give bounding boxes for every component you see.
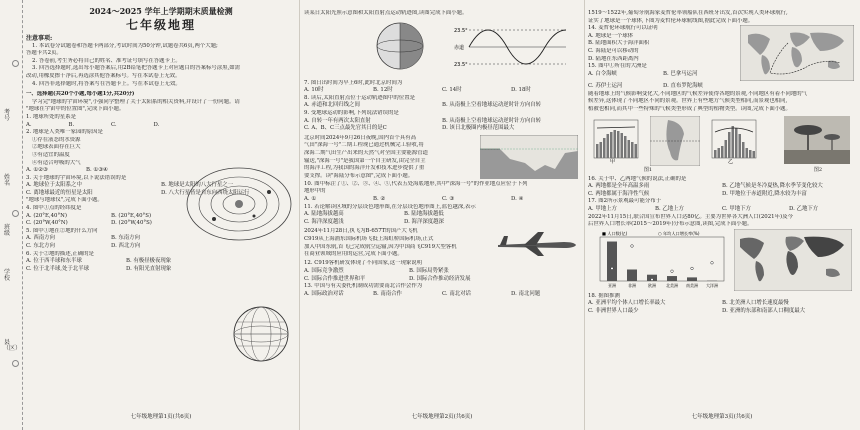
figures-row [304,18,580,80]
category-tick-label: 北美洲 [666,282,678,288]
notes-header: 注意事项: [26,35,53,42]
solar-path-figure [454,22,569,72]
figure-caption: 图2 [813,166,823,173]
q14-block [588,25,856,83]
solar-system-figure [184,164,294,244]
option-a[interactable]: A. 两地都是全年高温多雨 [588,183,650,190]
chart-label-b: 乙 [728,158,734,164]
description-line: 随着地球上的气候影响变化大,不同地区的气候差异使得各地的景观,不同地区有着不同地的气 [588,90,808,97]
option-c[interactable]: C. 甲地下方 [722,205,751,212]
page-divider [584,0,585,430]
news-line: 2024年11月28日,执飞为B-657T的国产大飞机 [304,228,418,235]
growth-rate-point [711,261,714,264]
margin-label-name: 姓名 [3,174,10,187]
news-line: 加入中国东航,首飞已完成航空运输,因为中国商飞C919大型客机 [304,243,457,250]
note-line: 答题卡共2页。 [26,50,62,57]
option-b[interactable]: B. ② [373,195,386,202]
climate-figures [588,114,856,176]
option-d[interactable]: D. [153,121,160,128]
option-d[interactable]: D. 八大行星皆是自东向西绕太阳运行 [161,189,250,196]
option-a[interactable]: A. 亚洲平均个体人口增长率最大 [588,300,666,307]
category-tick-label: 南美洲 [686,282,698,288]
intro-line: 证实了地球是一个球体,下图为麦哲伦环球航线图,据此完成下面小题。 [588,17,754,24]
growth-rate-point [651,278,654,281]
note-line: 3. 回答选择题时,选出每小题答案后,用2B铅笔把答题卡上对应题目的答案标号涂黑,如需 [32,65,241,72]
category-tick-label: 大洋洲 [706,282,718,288]
option-b[interactable]: B. 地球是太阳的八大行星之一 [161,182,234,189]
binding-hole [12,210,19,217]
page-footer: 七年级地理第1页(共6页) [130,414,192,421]
option-a[interactable]: A. 国际政治对话 [304,290,344,297]
option-b[interactable]: B. 东南方向 [111,235,140,242]
intro-line: "地球与地球仪",完成下面小题。 [26,197,103,204]
population-bar [667,276,677,281]
option-a[interactable]: A. 10时 [304,87,324,94]
news-line: 北京时间2024年9月26日夜晚,国内首个具有高 [304,134,416,141]
growth-rate-point [671,270,674,273]
news-line: C919从上海浦东国际机场飞抵上海虹桥国际机场,正式 [304,235,434,242]
question-17: 17. 图2所示景观最可能分布于 [588,198,662,205]
question-10: 10. 图中标注了①、②、③、④、⑤,代表五处海底地形,其中"深海一号"的作业地点应位于下列 [304,180,528,187]
option-c[interactable]: C. 离地球最近的恒星是太阳 [26,189,93,196]
option-b[interactable]: B. ①③④ [86,167,108,174]
option-b[interactable]: B. 有极昼极夜现象 [126,258,172,265]
news-line: 输送,"深海一号"是我国第一个自主研发,由完全自主 [304,157,426,164]
option-d[interactable]: D. 直布罗陀海峡 [663,83,703,90]
option-c[interactable]: C. 南北对话 [442,290,471,297]
option-a[interactable]: A. 位于西半球和东半球 [26,258,82,265]
question-item: ①存在液态的水资源 [32,136,81,143]
binding-hole [12,360,19,367]
chart-label-a: 甲 [610,158,616,164]
option-a[interactable]: A. 地球位于太阳系之中 [26,182,82,189]
category-tick-label: 欧洲 [648,282,656,288]
question-9: 9. 受地球运动的影响,下列说法错误的是 [304,109,399,116]
question-11: 11. 若论解读区域的分层设色地形图,在分层设色地形图上,蓝色越深,表示 [304,203,476,210]
margin-label-class: 班级 [3,224,10,237]
option-b[interactable]: B. 陆地面积大于海洋面积 [588,40,650,47]
intro-line: 1519～1522年,葡萄牙航海家麦哲伦率领船队在西班牙出发,首次实现人类环球航行, [588,10,788,16]
world-map [734,229,852,291]
option-a[interactable]: A. 国际竞争激烈 [304,267,344,274]
margin-label-school: 学校 [3,269,10,282]
subject-title: 七年级地理 [125,18,196,32]
question-2: 2. 地球是人类唯一家园的原因是 [26,129,103,136]
note-line: 4. 回答非选择题时,将答案写在答题卡上。写在本试卷上无效。 [32,80,181,87]
option-b[interactable]: B. 南南合作 [373,290,402,297]
population-bar-chart [588,229,728,291]
margin-label-id: 考号 [3,109,10,122]
population-bar [687,277,697,281]
question-14: 14. 麦哲伦环球航行可以证明 [588,25,658,32]
question-7: 7. 图日出时间为早上6时,此时北京时间为 [304,79,403,86]
news-block [304,135,580,181]
option-d[interactable]: D. 该日北极圈内极昼范围最大 [442,125,515,132]
question-item: ④有适合呼吸的大气 [32,159,81,166]
note-line: 改动,用橡皮擦干净后,再选涂其他答案标号。写在本试卷上无效。 [26,72,181,79]
news-line: 的海洋工程,为我国的海洋开发和技术进步提供了重 [304,165,425,172]
tropic-label: 23.5° [454,27,468,34]
option-c[interactable]: C. 海陆是可以移动的 [588,47,639,54]
option-a[interactable]: A. ①②③ [26,167,48,174]
growth-rate-point [631,244,634,247]
option-d[interactable]: D. ④ [511,195,524,202]
location-map [650,116,700,166]
question-5: 5. 图中①地在②地的什么方向 [26,227,98,234]
page-footer: 七年级地理第3页(共6页) [691,414,753,421]
option-a[interactable]: A. 赤道和北回归线之间 [304,102,360,109]
option-b[interactable]: B. 12时 [373,87,393,94]
question-4: 4. 图中①点的经纬度是 [26,205,82,212]
description-line: 候差异,这体现了不同地区不同的景观。世界上有些地方气候类型相同,而景观也相同, [588,98,788,105]
page-2 [304,4,580,424]
option-b[interactable]: B. 北美洲人口增长速度最慢 [722,300,789,307]
sunlight-figure [374,20,426,72]
population-intro: 2022年11月15日,联合国宣布世界人口达80亿。主要为世界各大洲人口(2021年)及今 [588,213,793,220]
option-c[interactable]: C. ③ [442,195,455,202]
climate-chart-b [706,116,762,164]
option-a[interactable]: A. [26,121,32,128]
population-figures [588,229,856,293]
magellan-route-map [740,25,854,81]
page-divider [299,0,300,430]
option-d[interactable]: D. 国际合作推动经济发展 [409,275,471,282]
option-c[interactable]: C. 非洲世界人口最少 [588,307,639,314]
growth-rate-point [691,267,694,270]
option-b[interactable]: B. 陆地海拔越低 [404,211,444,218]
option-a[interactable]: A. 甲地上方 [588,205,617,212]
figure-caption: 图1 [643,166,653,173]
legend-population: ■ 人口数(亿) [602,230,628,236]
section-header: 一、选择题(共20个小题,每小题1分,共20分) [26,91,135,98]
equator-label: 赤道 [454,44,465,51]
binding-margin [0,0,23,430]
option-d[interactable]: D. 亚洲的东部和南部人口稠度最大 [722,307,806,314]
option-d[interactable]: D. 18时 [511,87,531,94]
page-footer: 七年级地理第2页(共6页) [411,414,473,421]
note-line: 1. 本试卷分试题卷和答题卡两部分,考试时间为50分钟,试题卷共6页,两个大题; [32,42,218,49]
intro-line: "地球在宇宙中的位置图",完成下面小题。 [26,106,125,113]
option-a[interactable]: A. ① [304,195,317,202]
question-1: 1. 地球所处的星系是 [26,113,76,120]
option-c[interactable]: C. (20°W,40°N) [26,220,68,227]
category-tick-label: 非洲 [628,282,636,288]
option-a[interactable]: A. 陆地海拔越高 [304,211,344,218]
population-bar [607,241,617,280]
option-d[interactable]: D. 甲地位于赤道附近,降水较为丰富 [722,190,807,197]
option-a[interactable]: A. 白令海峡 [588,70,617,77]
tropic-label: 23.5° [454,61,468,68]
question-10-cont: 地形中的 [304,188,326,195]
option-b[interactable]: B. 乙地上方 [655,205,684,212]
news-line: 深海二期气田生产出来的天然气对全国主要能源管道 [304,149,428,156]
population-bar [627,269,637,281]
option-d[interactable]: D. 乙地下方 [789,205,819,212]
option-a[interactable]: A. 自转一年有两次太阳直射 [304,117,371,124]
question-15: 15. 图中①所在的大洲是 [588,63,647,70]
page-3 [588,4,856,424]
option-b[interactable]: B. 乙地气候是冬冷夏热,降水季节变化较大 [722,183,823,190]
climate-chart-a [588,116,644,164]
seafloor-terrain-figure [480,135,578,179]
option-b[interactable]: B. 国际局势紧张 [409,267,449,274]
option-c[interactable]: C. 海洋深度越浅 [304,218,344,225]
option-d[interactable]: D. 陆地在东西距离内 [588,55,639,62]
page-1 [26,4,296,424]
option-a[interactable]: A. (20°E,40°N) [26,212,68,219]
option-c[interactable]: C. 14时 [442,87,462,94]
option-c[interactable]: C. 东北方向 [26,243,55,250]
question-8: 8. 读后,太阳直射点位于运动轨迹图中的位置是 [304,94,415,101]
option-b[interactable]: B. [68,121,75,128]
option-c[interactable]: C. 位于北半球,处于北半球 [26,265,89,272]
question-12: 12. C919客机研发体现了不同国家,这一现象说明 [304,260,423,267]
option-b[interactable]: B. 巴拿马运河 [663,70,698,77]
intro-line: 学习完"地球的宇宙环境",小强同学整理了关于太阳系的相关资料,并设计了一份问题。请 [32,98,240,105]
savanna-photo [784,116,850,164]
question-16: 16. 关于甲、乙两地气候的说法,正确的是 [588,175,687,182]
option-c[interactable]: C. A、B、C三点最先官其日的是C [304,125,387,132]
question-item: ③有适宜的温度 [32,151,70,158]
category-tick-label: 亚洲 [608,282,616,288]
option-c[interactable]: C. 国际合作推进世界和平 [304,275,366,282]
option-d[interactable]: D. 海洋深度越深 [404,218,444,225]
question-18: 18. 据图推测 [588,292,620,299]
question-13: 13. 中国与有关委托机制成功需要南北合作会作为 [304,283,423,290]
option-b[interactable]: B. 从南极上空看地球运动逆时针方向自转 [442,102,542,109]
option-d[interactable]: D. 南北问题 [511,290,541,297]
intro-line: 读某日太阳光照示意图和太阳直射点运动轨迹图,读图完成下面小题。 [304,10,468,16]
question-6: 6. 关于②地的描述,正确的是 [26,250,94,257]
question-item: ②地球表面存在巨大 [32,144,81,151]
growth-rate-point [611,267,614,270]
exam-title: 2024～2025 学年上学期期末质量检测 [89,6,233,16]
option-a[interactable]: A. 地球是一个球体 [588,32,634,39]
option-b[interactable]: B. 从南极上空看地球运动逆时针方向自转 [442,117,542,124]
option-c[interactable]: C. 苏伊士运河 [588,83,623,90]
option-b[interactable]: B. (20°E,40°S) [111,212,152,219]
news-block-2 [304,228,580,260]
option-d[interactable]: D. (20°W,40°S) [111,220,152,227]
binding-hole [12,60,19,67]
news-line: 要支撑。读"海陆分布示意图",完成下面小题。 [304,172,414,179]
option-c[interactable]: C. [111,121,117,128]
note-line: 2. 答卷前,考生务必将自己的姓名、准考证号填写在答题卡上。 [32,57,181,64]
question-3: 3. 关于地球的宇宙环境,以下说法错误的是 [26,174,127,181]
option-a[interactable]: A. 西南方向 [26,235,55,242]
population-intro: 后世界人口增长率(2015～2019年)分布示意图,读图,完成下面小题。 [588,221,753,228]
description-line: 植被也相同,而其中一些特殊的气候类型形成了典型的植物类型。读图,完成下面小题。 [588,105,791,112]
option-d[interactable]: D. 西北方向 [111,243,141,250]
news-line: 气田"深海一号"二期工程现已通过机械完工验收,将 [304,142,424,149]
globe-figure [231,304,291,364]
option-c[interactable]: C. 两地都属于海洋性气候 [588,190,650,197]
legend-growth: ○ 年均人口增长率(%) [658,230,700,236]
option-d[interactable]: D. 有阳光直射现象 [126,265,172,272]
airplane-figure [494,228,578,258]
news-line: 在商业领域的应用的运营,完成下面小题。 [304,251,403,258]
margin-label-county: 县（区） [3,339,22,352]
